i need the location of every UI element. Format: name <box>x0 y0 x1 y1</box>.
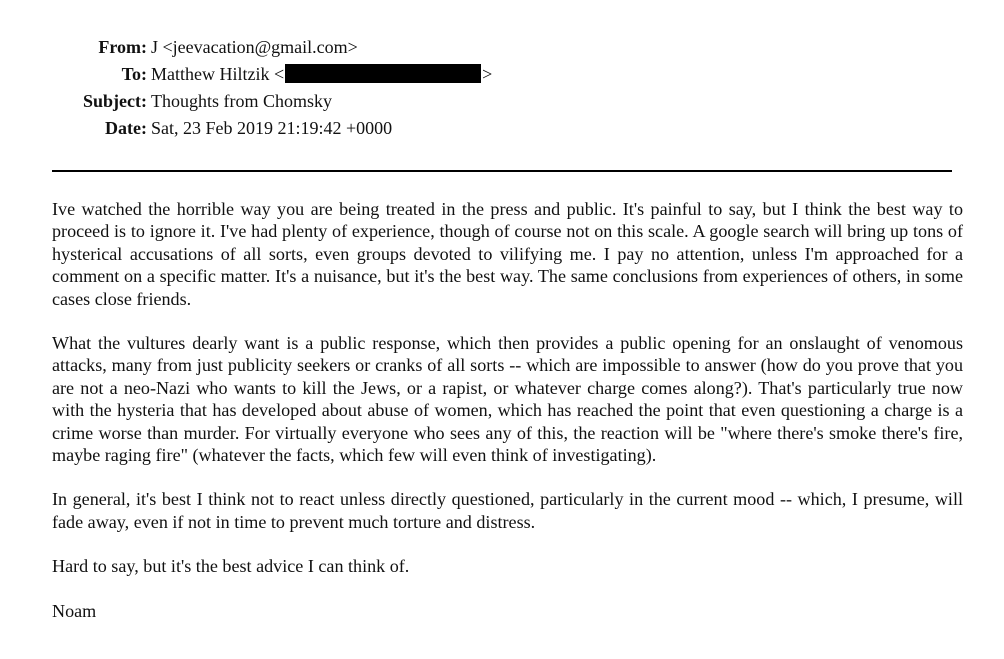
to-suffix: > <box>482 64 493 84</box>
to-name: Matthew Hiltzik < <box>151 64 285 84</box>
date-value: Sat, 23 Feb 2019 21:19:42 +0000 <box>151 118 393 138</box>
to-row <box>0 61 1004 88</box>
date-label: Date: <box>105 118 147 138</box>
to-label: To: <box>121 64 147 84</box>
email-body <box>52 198 963 644</box>
body-paragraph: Hard to say, but it's the best advice I can think of. <box>52 556 410 577</box>
subject-row <box>0 88 1004 115</box>
date-row <box>0 115 1004 142</box>
signature: Noam <box>52 600 97 621</box>
subject-label: Subject: <box>83 91 147 111</box>
email-header <box>0 34 1004 142</box>
from-label: From: <box>98 37 147 57</box>
body-paragraph: What the vultures dearly want is a public response, which then provides a public opening for an onslaught of venomous attacks, many from just publicity seekers or cranks of all sorts -- which are impossible to answer (how do you prove that you are not a neo-Nazi who wants to kill the Jews, or a rapist, or whatever charge comes along?). That's particularly true now with the hysteria that has developed about abuse of women, which has reached the point that even questioning a charge is a crime worse than murder. For virtually everyone who sees any of this, the reaction will be "where there's smoke there's fire, maybe raging fire" (whatever the facts, which few will even think of investigating). <box>52 333 963 466</box>
header-divider <box>52 170 952 172</box>
redaction-box <box>285 64 481 83</box>
body-paragraph: Ive watched the horrible way you are being treated in the press and public. It's painful to say, but I think the best way to proceed is to ignore it. I've had plenty of experience, though of course not on this scale. A google search will bring up tons of hysterical accusations of all sorts, even groups devoted to vilifying me. I pay no attention, unless I'm approached for a comment on a specific matter. It's a nuisance, but it's the best way. The same conclusions from experiences of others, in some cases close friends. <box>52 199 963 309</box>
from-row <box>0 34 1004 61</box>
from-value: J <jeevacation@gmail.com> <box>151 37 358 57</box>
subject-value: Thoughts from Chomsky <box>151 91 333 111</box>
body-paragraph: In general, it's best I think not to react unless directly questioned, particularly in the current mood -- which, I presume, will fade away, even if not in time to prevent much torture and distress. <box>52 489 963 532</box>
to-value <box>151 61 492 88</box>
